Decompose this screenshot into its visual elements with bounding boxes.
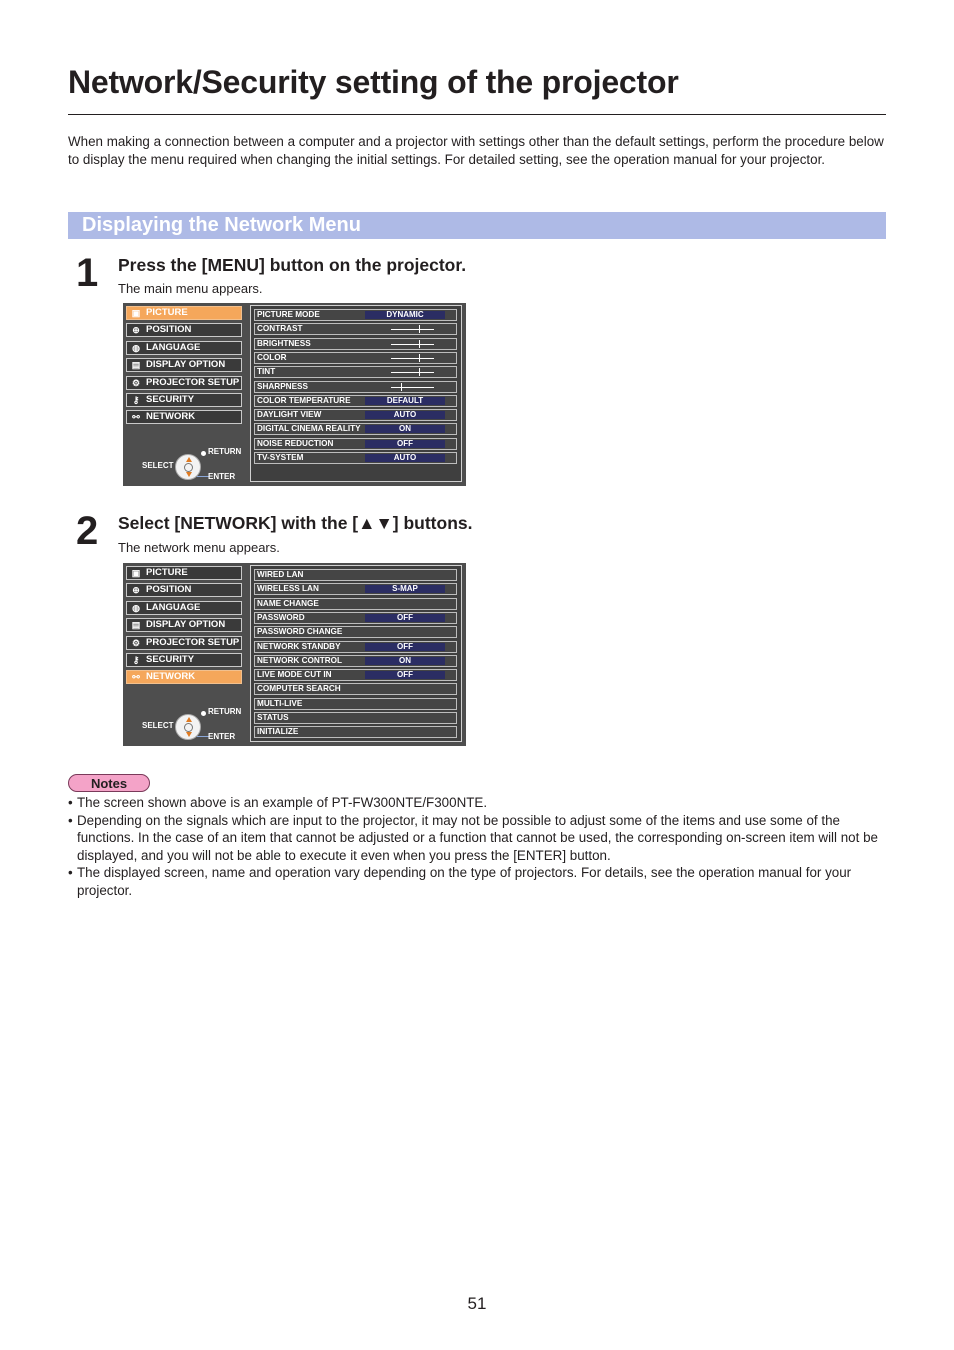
submenu-label: STATUS	[257, 713, 289, 722]
select-label: SELECT	[142, 461, 174, 470]
picture-icon: ▣	[131, 568, 141, 578]
submenu-label: MULTI-LIVE	[257, 698, 303, 708]
submenu-row[interactable]	[254, 352, 457, 364]
submenu-row[interactable]	[254, 338, 457, 350]
slider-gauge-icon[interactable]	[391, 340, 434, 348]
submenu-row[interactable]	[254, 366, 457, 378]
title-divider	[68, 114, 886, 115]
submenu-label: NOISE REDUCTION	[257, 438, 334, 448]
menu-item-position[interactable]	[126, 583, 242, 597]
submenu-label: SHARPNESS	[257, 381, 308, 391]
menu-item-label: POSITION	[146, 324, 192, 336]
gauge-line	[391, 387, 434, 388]
slider-gauge-icon[interactable]	[391, 368, 434, 376]
menu-item-projector-setup[interactable]	[126, 636, 242, 650]
submenu-label: COLOR TEMPERATURE	[257, 395, 351, 405]
step-title: Press the [MENU] button on the projector.	[118, 255, 467, 275]
menu-item-language[interactable]	[126, 341, 242, 355]
menu-item-label: DISPLAY OPTION	[146, 359, 226, 371]
submenu-value: S-MAP	[365, 585, 445, 593]
position-icon: ⊕	[132, 585, 140, 596]
menu-item-label: SECURITY	[146, 394, 195, 405]
section-heading-bar	[68, 212, 886, 239]
submenu-row[interactable]	[254, 726, 457, 738]
menu-item-label: PICTURE	[146, 567, 188, 578]
gauge-marker	[419, 368, 420, 376]
gauge-line	[391, 329, 434, 330]
submenu-row[interactable]	[254, 438, 457, 450]
submenu-row[interactable]	[254, 683, 457, 695]
step-title: Select [NETWORK] with the [▲▼] buttons.	[118, 513, 473, 533]
network-icon: ⚯	[132, 412, 140, 423]
enter-label: ENTER	[208, 472, 236, 481]
menu-item-picture[interactable]	[126, 306, 242, 320]
intro-paragraph: When making a connection between a computer and a projector with settings other than the default settings, perform the procedure below to display the menu required when changing the initial settings. For detailed setting, see the operation manual for your projector.	[68, 134, 884, 167]
network-menu-screen	[123, 563, 466, 746]
picture-icon: ▣	[131, 308, 141, 318]
network-submenu	[250, 565, 462, 742]
gauge-line	[391, 344, 434, 345]
gauge-marker	[401, 383, 402, 391]
submenu-label: WIRED LAN	[257, 570, 304, 579]
submenu-label: DIGITAL CINEMA REALITY	[257, 424, 361, 434]
menu-item-label: DISPLAY OPTION	[146, 619, 226, 631]
menu-item-security[interactable]	[126, 653, 242, 667]
projector-setup-icon: ⚙	[131, 637, 141, 648]
submenu-value: DYNAMIC	[365, 311, 445, 319]
step-number: 1	[76, 251, 99, 295]
gauge-marker	[419, 340, 420, 348]
submenu-label: PASSWORD CHANGE	[257, 627, 343, 637]
select-label: SELECT	[142, 721, 174, 730]
submenu-row[interactable]	[254, 712, 457, 724]
menu-item-label: POSITION	[146, 584, 192, 596]
submenu-value: ON	[365, 425, 445, 433]
submenu-label: CONTRAST	[257, 324, 303, 334]
main-menu-screen	[123, 303, 466, 486]
submenu-label: COLOR	[257, 352, 287, 362]
submenu-row[interactable]	[254, 641, 457, 653]
menu-item-picture[interactable]	[126, 566, 242, 580]
submenu-row[interactable]	[254, 409, 457, 421]
display-option-icon: ▤	[131, 360, 141, 371]
step-subtitle: The main menu appears.	[118, 281, 263, 296]
submenu-label: PASSWORD	[257, 612, 305, 622]
submenu-value: OFF	[365, 614, 445, 622]
return-label: RETURN	[208, 707, 242, 716]
submenu-row[interactable]	[254, 698, 457, 710]
submenu-label: TINT	[257, 367, 276, 377]
note-item: • Depending on the signals which are input to the projector, it may not be possible to adjust some of the items and use some of the functions. In the case of an item that cannot be adjusted or a function that cannot be used, the corresponding on-screen item will not be displayed, and you will not be able to execute it even when you press the [ENTER] button.	[68, 812, 888, 865]
menu-item-label: LANGUAGE	[146, 601, 201, 613]
menu-item-projector-setup[interactable]	[126, 376, 242, 390]
return-dot-icon	[201, 451, 206, 456]
gauge-line	[391, 372, 434, 373]
submenu-label: COMPUTER SEARCH	[257, 684, 341, 694]
menu-item-label: SECURITY	[146, 654, 195, 665]
menu-item-label: PICTURE	[146, 307, 188, 318]
notes-list	[68, 794, 888, 900]
network-icon: ⚯	[132, 672, 140, 683]
submenu-label: TV-SYSTEM	[257, 453, 304, 462]
submenu-row[interactable]	[254, 395, 457, 407]
slider-gauge-icon[interactable]	[391, 354, 434, 362]
submenu-label: PICTURE MODE	[257, 310, 320, 319]
submenu-row[interactable]	[254, 626, 457, 638]
submenu-row[interactable]	[254, 452, 457, 464]
submenu-label: NETWORK STANDBY	[257, 641, 341, 651]
submenu-row[interactable]	[254, 381, 457, 393]
return-dot-icon	[201, 711, 206, 716]
submenu-label: NAME CHANGE	[257, 598, 319, 608]
submenu-value: AUTO	[365, 454, 445, 462]
slider-gauge-icon[interactable]	[391, 383, 434, 391]
globe-icon: ◍	[132, 602, 140, 613]
submenu-value: OFF	[365, 671, 445, 679]
page-number: 51	[467, 1294, 487, 1313]
note-item: • The screen shown above is an example of PT-FW300NTE/F300NTE.	[68, 794, 888, 812]
control-hint	[123, 699, 248, 746]
step-subtitle: The network menu appears.	[118, 540, 280, 555]
notes-badge	[68, 774, 150, 792]
submenu-row[interactable]	[254, 423, 457, 435]
submenu-label: NETWORK CONTROL	[257, 655, 343, 665]
gauge-marker	[419, 354, 420, 362]
menu-item-network[interactable]	[126, 670, 242, 684]
submenu-label: WIRELESS LAN	[257, 584, 319, 594]
menu-item-display-option[interactable]	[126, 618, 242, 632]
submenu-value: OFF	[365, 440, 445, 448]
notes-label: Notes	[90, 776, 128, 791]
submenu-label: LIVE MODE CUT IN	[257, 670, 332, 680]
submenu-label: INITIALIZE	[257, 727, 299, 737]
section-heading: Displaying the Network Menu	[82, 214, 361, 236]
menu-item-security[interactable]	[126, 393, 242, 407]
menu-item-network[interactable]	[126, 410, 242, 424]
submenu-row[interactable]	[254, 569, 457, 581]
menu-item-label: NETWORK	[146, 671, 196, 683]
globe-icon: ◍	[132, 342, 140, 353]
key-icon: ⚷	[132, 395, 140, 405]
submenu-row[interactable]	[254, 323, 457, 335]
menu-item-label: NETWORK	[146, 411, 196, 423]
menu-item-label: LANGUAGE	[146, 341, 201, 353]
gauge-line	[391, 358, 434, 359]
submenu-row[interactable]	[254, 309, 457, 321]
menu-item-language[interactable]	[126, 601, 242, 615]
submenu-value: AUTO	[365, 411, 445, 419]
menu-item-label: PROJECTOR SETUP	[146, 376, 240, 388]
enter-label: ENTER	[208, 732, 236, 741]
submenu-value: OFF	[365, 643, 445, 651]
menu-item-position[interactable]	[126, 323, 242, 337]
submenu-row[interactable]	[254, 583, 457, 595]
control-hint	[123, 439, 248, 486]
submenu-label: DAYLIGHT VIEW	[257, 410, 322, 420]
slider-gauge-icon[interactable]	[391, 325, 434, 333]
submenu-row[interactable]	[254, 669, 457, 681]
page-title: Network/Security setting of the projector	[68, 64, 679, 100]
submenu-label: BRIGHTNESS	[257, 338, 311, 348]
submenu-value: ON	[365, 657, 445, 665]
submenu-row[interactable]	[254, 612, 457, 624]
display-option-icon: ▤	[131, 620, 141, 631]
step-number: 2	[76, 509, 99, 553]
gauge-marker	[419, 325, 420, 333]
note-item: • The displayed screen, name and operation vary depending on the type of projectors. For details, see the operation manual for your projector.	[68, 864, 888, 899]
picture-submenu	[250, 305, 462, 482]
menu-item-display-option[interactable]	[126, 358, 242, 372]
submenu-row[interactable]	[254, 598, 457, 610]
projector-setup-icon: ⚙	[131, 377, 141, 388]
return-label: RETURN	[208, 447, 242, 456]
submenu-value: DEFAULT	[365, 397, 445, 405]
menu-item-label: PROJECTOR SETUP	[146, 636, 240, 648]
submenu-row[interactable]	[254, 655, 457, 667]
position-icon: ⊕	[132, 325, 140, 336]
key-icon: ⚷	[132, 655, 140, 665]
